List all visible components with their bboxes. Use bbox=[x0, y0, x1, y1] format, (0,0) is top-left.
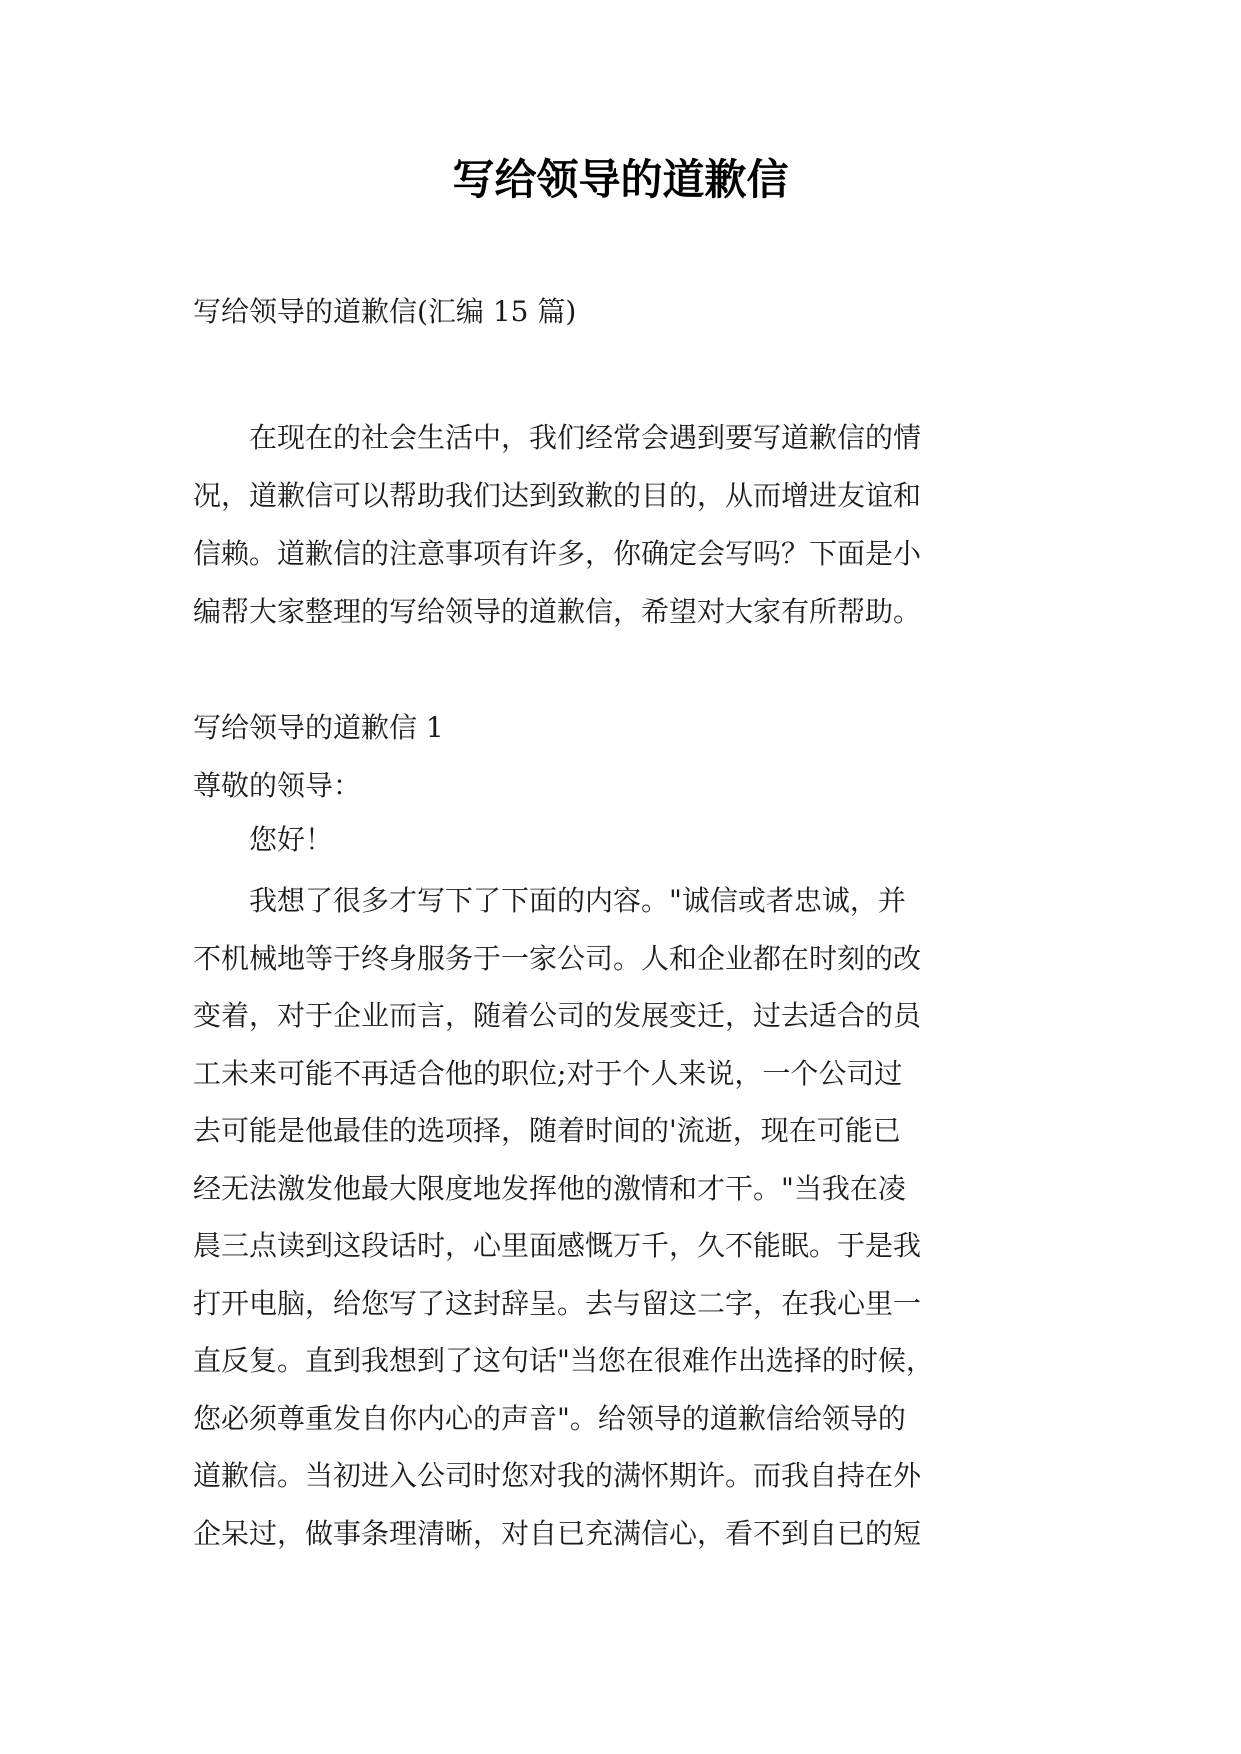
letter-body-paragraph bbox=[193, 872, 1073, 1562]
intro-paragraph bbox=[193, 409, 1073, 641]
body-line: 道歉信。当初进入公司时您对我的满怀期许。而我自持在外 bbox=[193, 1459, 922, 1492]
body-line: 我想了很多才写下了下面的内容。"诚信或者忠诚，并 bbox=[249, 884, 906, 917]
body-line: 晨三点读到这段话时，心里面感慨万千，久不能眠。于是我 bbox=[193, 1229, 922, 1262]
letter-salutation: 尊敬的领导： bbox=[193, 769, 362, 802]
letter-greeting: 您好！ bbox=[249, 823, 334, 856]
intro-line: 况，道歉信可以帮助我们达到致歉的目的，从而增进友谊和 bbox=[193, 479, 922, 512]
intro-line: 信赖。道歉信的注意事项有许多，你确定会写吗？下面是小 bbox=[193, 537, 922, 570]
body-line: 企呆过，做事条理清晰，对自已充满信心，看不到自已的短 bbox=[193, 1516, 922, 1550]
body-line: 打开电脑，给您写了这封辞呈。去与留这二字，在我心里一 bbox=[193, 1286, 922, 1320]
body-line: 不机械地等于终身服务于一家公司。人和企业都在时刻的改 bbox=[193, 941, 922, 975]
body-line: 变着，对于企业而言，随着公司的发展变迁，过去适合的员 bbox=[193, 999, 922, 1032]
body-line: 您必须尊重发自你内心的声音"。给领导的道歉信给领导的 bbox=[193, 1401, 906, 1435]
intro-line: 编帮大家整理的写给领导的道歉信，希望对大家有所帮助。 bbox=[193, 595, 922, 628]
document-subtitle: 写给领导的道歉信(汇编 15 篇) bbox=[193, 295, 577, 328]
document-title: 写给领导的道歉信 bbox=[452, 155, 789, 204]
body-line: 去可能是他最佳的选项择，随着时间的'流逝，现在可能已 bbox=[193, 1114, 901, 1147]
body-line: 工未来可能不再适合他的职位;对于个人来说，一个公司过 bbox=[193, 1056, 903, 1090]
intro-line: 在现在的社会生活中，我们经常会遇到要写道歉信的情 bbox=[249, 421, 922, 454]
body-line: 直反复。直到我想到了这句话"当您在很难作出选择的时候， bbox=[193, 1344, 934, 1377]
letter-heading: 写给领导的道歉信 1 bbox=[193, 711, 444, 744]
body-line: 经无法激发他最大限度地发挥他的激情和才干。"当我在凌 bbox=[193, 1171, 906, 1205]
